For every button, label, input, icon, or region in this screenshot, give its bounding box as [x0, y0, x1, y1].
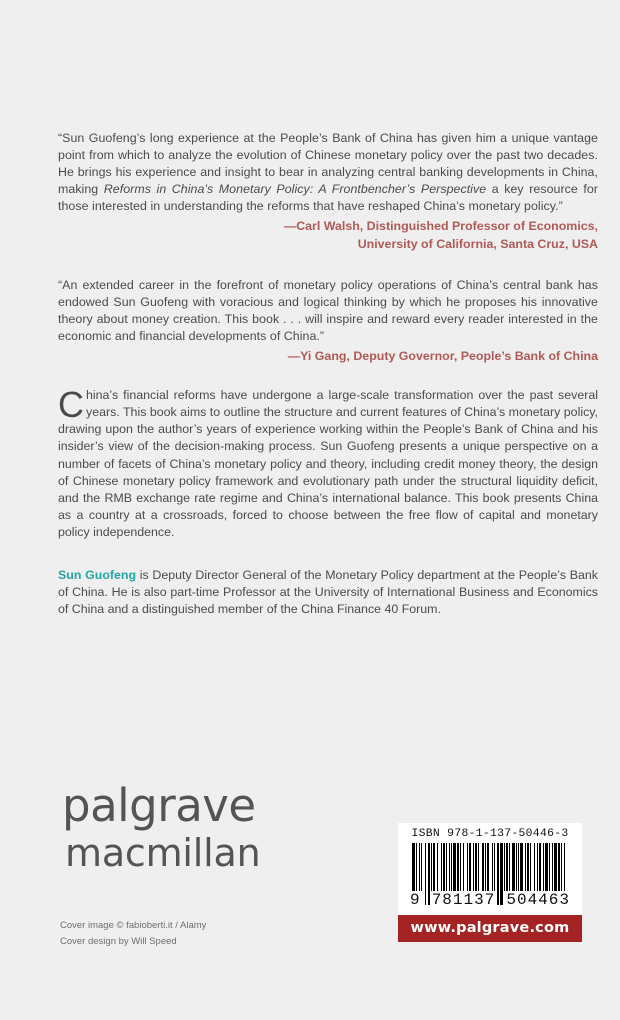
endorsement-quote-1 [58, 130, 598, 253]
barcode-digit-leading: 9 [410, 891, 421, 909]
publisher-logo [62, 779, 332, 875]
cover-image-credit: Cover image © fabioberti.it / Alamy [60, 920, 207, 931]
author-bio-paragraph [58, 567, 598, 618]
author-name: Sun Guofeng [58, 567, 137, 582]
quote-1-part1: “Sun Guofeng’s long experience at the People’s Bank of China has given him a unique vantage point from which to analyze the evolution of Chinese monetary policy over the past two decades. He brings his experience and insight to bear in analyzing central banking developments in China, making [58, 131, 598, 197]
cover-design-credit: Cover design by Will Speed [60, 936, 177, 947]
quote-1-attribution-line-2: University of California, Santa Cruz, USA [357, 236, 598, 251]
barcode-digit-group-2: 504463 [506, 891, 570, 909]
quote-1-text [58, 130, 598, 215]
isbn-barcode-block [398, 823, 582, 942]
spacer-2 [58, 365, 598, 387]
cover-text-content [58, 130, 598, 618]
barcode-digit-group-1: 781137 [431, 891, 496, 909]
endorsement-quote-2 [58, 277, 598, 365]
quote-1-attribution-line-1: —Carl Walsh, Distinguished Professor of Economics, [283, 219, 598, 234]
drop-cap-letter: C [58, 384, 84, 426]
publisher-logo-palgrave: palgrave [62, 779, 256, 832]
quote-2-attribution-line-1: —Yi Gang, Deputy Governor, People’s Bank of China [287, 349, 598, 364]
cover-credits [60, 918, 206, 950]
quote-2-attribution [58, 348, 598, 365]
publisher-logo-macmillan: macmillan [65, 831, 261, 875]
quote-1-part2: a key resource for those interested in understanding the reforms that have reshaped China’s monetary policy.” [58, 182, 598, 214]
quote-2-text: “An extended career in the forefront of monetary policy operations of China’s central bank has endowed Sun Guofeng with voracious and logical thinking by which he proposes his innovative theory about money creation. This book . . . will inspire and reward every reader interested in the economic and financial developments of China.” [58, 277, 598, 343]
book-title-italic: Reforms in China’s Monetary Policy: A Frontbencher’s Perspective [103, 182, 487, 197]
book-description-paragraph [58, 384, 598, 541]
spacer-3 [58, 541, 598, 567]
isbn-number-text: ISBN 978-1-137-50446-3 [411, 828, 569, 840]
spacer-1 [58, 253, 598, 277]
author-bio-text: is Deputy Director General of the Monetary Policy department at the People’s Bank of China. He is also part-time Professor at the University of International Business and Economics of China and a distinguished member of the China Finance 40 Forum. [58, 567, 598, 617]
barcode-digits [398, 891, 582, 913]
publisher-website-url[interactable]: www.palgrave.com [398, 913, 582, 942]
book-description-text: hina’s financial reforms have undergone a large-scale transformation over the past several years. This book aims to outline the structure and current features of China’s monetary policy, drawing upon the author’s years of experience working within the People’s Bank of China and his insider’s view of the decision-making process. Sun Guofeng presents a unique perspective on a number of facets of China’s monetary policy and theory, including credit money theory, the design of Chinese monetary policy framework and evolutionary path under the structural liquidity deficit, and the RMB exchange rate regime and China’s international balance. This book presents China as a country at a crossroads, forced to choose between the free flow of capital and monetary policy independence. [58, 388, 598, 539]
quote-1-attribution [58, 218, 598, 252]
